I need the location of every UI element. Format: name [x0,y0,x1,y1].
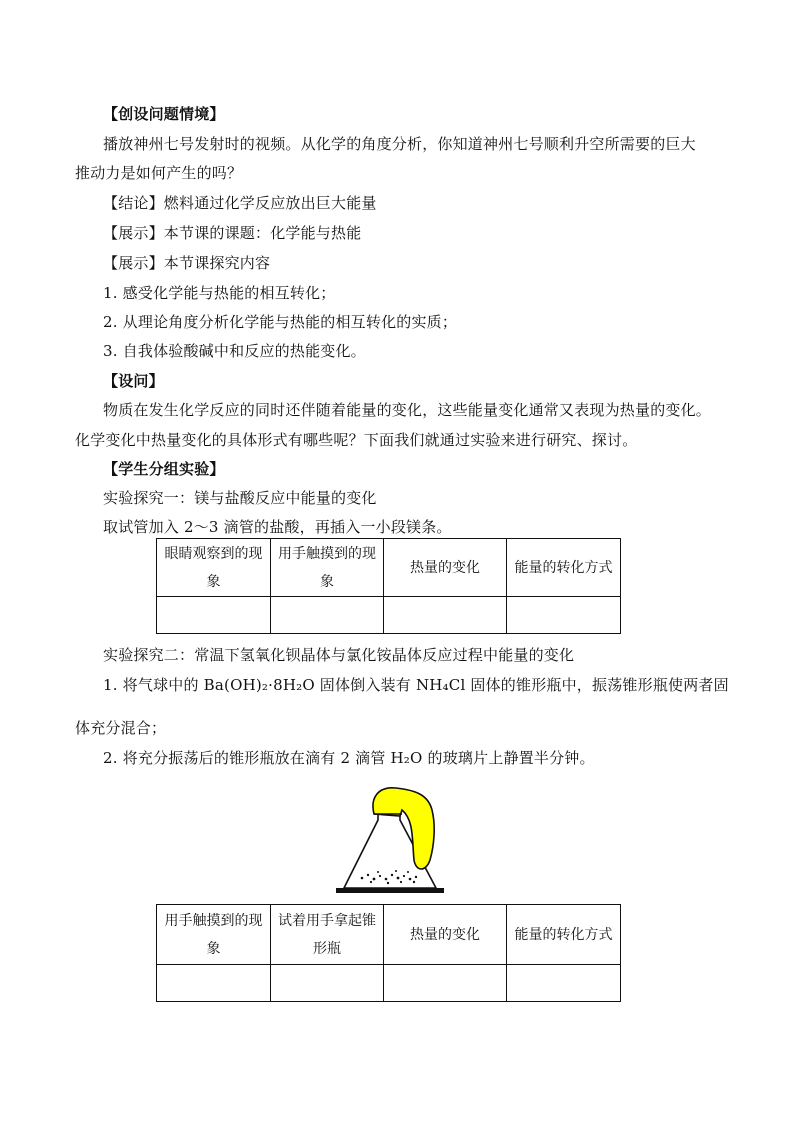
paragraph-line: 1. 感受化学能与热能的相互转化； [103,284,336,302]
experiment1-table [156,538,621,634]
paragraph-line: 推动力是如何产生的吗？ [75,164,243,182]
paragraph-line: 【展示】本节课的课题：化学能与热能 [103,224,362,242]
table2-cell [384,965,507,1002]
paragraph-line: 体充分混合； [75,719,167,737]
section-heading: 【学生分组实验】 [103,460,225,478]
flask-with-balloon-illustration [330,780,470,898]
table2-cell [507,965,621,1002]
table1-cell [271,597,384,634]
paragraph-line: 化学变化中热量变化的具体形式有哪些呢？下面我们就通过实验来进行研究、探讨。 [75,431,638,449]
table2-header-cell: 热量的变化 [384,905,507,965]
paragraph-line: 【展示】本节课探究内容 [103,254,271,272]
paragraph-line: 【结论】燃料通过化学反应放出巨大能量 [103,194,377,212]
table2-header-cell: 用手触摸到的现象 [157,905,271,965]
paragraph-line: 3. 自我体验酸碱中和反应的热能变化。 [103,342,366,360]
section-heading: 【设问】 [103,372,164,390]
paragraph-line: 2. 将充分振荡后的锥形瓶放在滴有 2 滴管 H₂O 的玻璃片上静置半分钟。 [103,749,595,767]
table2-header-cell: 试着用手拿起锥形瓶 [271,905,384,965]
table2-header-cell: 能量的转化方式 [507,905,621,965]
paragraph-line: 物质在发生化学反应的同时还伴随着能量的变化，这些能量变化通常又表现为热量的变化。 [103,401,712,419]
table2-cell [157,965,271,1002]
table1-cell [384,597,507,634]
table1-cell [507,597,621,634]
paragraph-line: 实验探究二：常温下氢氧化钡晶体与氯化铵晶体反应过程中能量的变化 [103,646,575,664]
table1-header-cell: 眼睛观察到的现象 [157,539,271,597]
paragraph-line: 取试管加入 2～3 滴管的盐酸，再插入一小段镁条。 [103,518,452,536]
experiment2-table [156,904,621,1002]
paragraph-line: 1. 将气球中的 Ba(OH)₂·8H₂O 固体倒入装有 NH₄Cl 固体的锥形瓶中，振荡锥形瓶使两者固 [103,676,729,694]
table2-cell [271,965,384,1002]
paragraph-line: 2. 从理论角度分析化学能与热能的相互转化的实质； [103,313,458,331]
paragraph-line: 播放神州七号发射时的视频。从化学的角度分析，你知道神州七号顺利升空所需要的巨大 [103,135,696,153]
section-heading: 【创设问题情境】 [103,105,225,123]
table1-header-cell: 热量的变化 [384,539,507,597]
table1-header-cell: 能量的转化方式 [507,539,621,597]
paragraph-line: 实验探究一：镁与盐酸反应中能量的变化 [103,489,377,507]
table1-header-cell: 用手触摸到的现象 [271,539,384,597]
table1-cell [157,597,271,634]
